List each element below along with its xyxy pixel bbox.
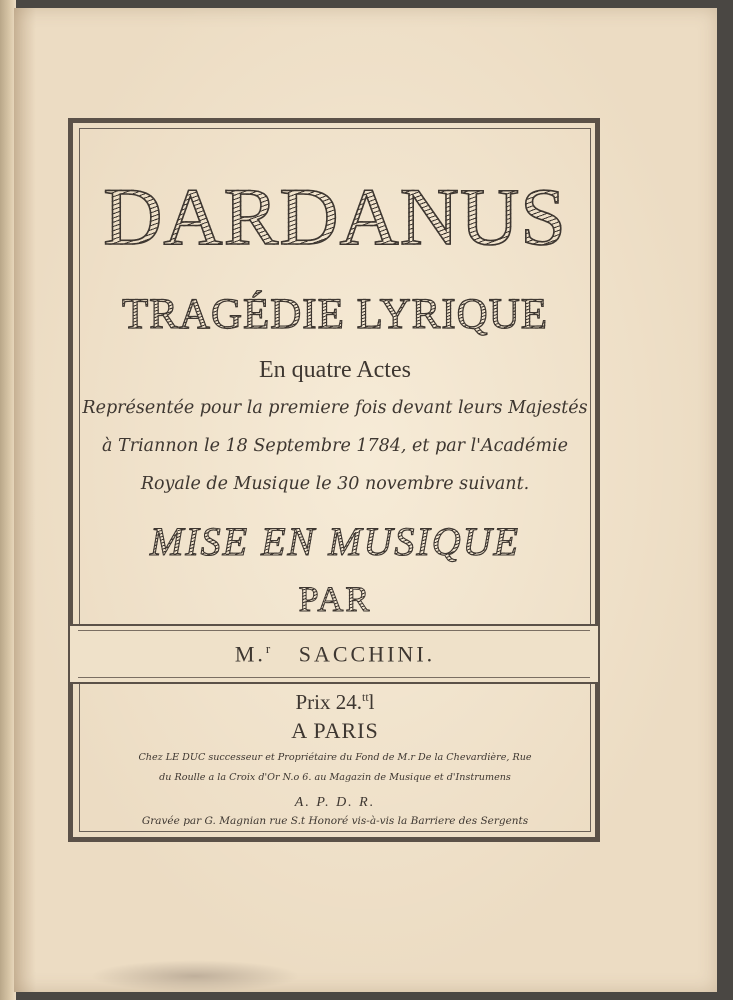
par-line: PAR [80,578,590,620]
genre-subtitle: TRAGÉDIE LYRIQUE [80,290,590,339]
publisher-line-1: Chez LE DUC successeur et Propriétaire du Fond de M.r De la Chevardière, Rue [138,752,532,763]
opera-title: DARDANUS [80,170,590,264]
page-stain [90,960,300,992]
performance-line-2: à Triannon le 18 Septembre 1784, et par l'Académie [102,436,568,456]
price-superscript: tt [362,690,369,704]
publisher-line-2: du Roulle a la Croix d'Or N.o 6. au Magazin de Musique et d'Instrumens [159,772,511,783]
acts-line: En quatre Actes [259,357,411,383]
composer-line [80,641,590,667]
music-setting-line: MISE EN MUSIQUE [80,518,590,565]
price-line [80,690,590,715]
composer-name: SACCHINI. [298,641,436,667]
price-text: Prix 24. [295,690,362,714]
composer-title: M. [234,641,266,667]
performance-line-3: Royale de Musique le 30 novembre suivant. [140,474,530,494]
performance-line-1: Représentée pour la premiere fois devant leurs Majestés [82,398,588,418]
price-unit: l [368,690,375,714]
privilege-line: A. P. D. R. [294,795,376,810]
city-line: A PARIS [291,718,379,743]
composer-title-superscript: r [265,641,274,656]
engraver-line: Gravée par G. Magnian rue S.t Honoré vis-à-vis la Barriere des Sergents [141,815,529,827]
